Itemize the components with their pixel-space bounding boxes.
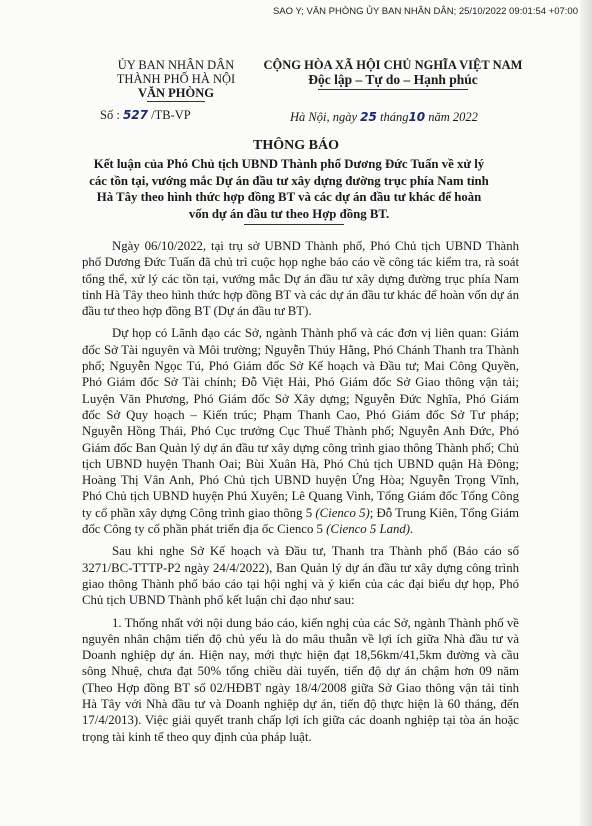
page-edge-shadow <box>580 0 592 826</box>
motto-line-2: Độc lập – Tự do – Hạnh phúc <box>308 72 478 87</box>
attendees-cienco5: (Cienco 5) <box>315 505 370 520</box>
issuer-header <box>98 58 254 102</box>
document-number-handwritten: 527 <box>122 108 148 122</box>
date-month-label: tháng <box>379 110 409 124</box>
document-number <box>100 108 191 123</box>
issuer-line-2: THÀNH PHỐ HÀ NỘI <box>116 72 236 86</box>
document-number-suffix: /TB-VP <box>151 108 191 122</box>
attendees-text: Dự họp có Lãnh đạo các Sở, ngành Thành phố và các đơn vị liên quan: Giám đốc Sở Tài nguyên và Môi trường; Nguyễn Thúy Hằng, Phó Chánh Thanh tra Thành phố; Nguyễn Ngọc Tú, Phó Giám đốc Sở Kế hoạch và Đầu tư; Mai Công Quyền, Phó Giám đốc Sở Tài chính; Đỗ Việt Hải, Phó Giám đốc Sở Giao thông vận tải; Luyện Văn Phương, Phó Giám đốc Sở Xây dựng; Nguyễn Đức Nghĩa, Phó Giám đốc Sở Quy hoạch – Kiến trúc; Phạm Thanh Cao, Phó Giám đốc Sở Tư pháp; Nguyễn Hồng Thái, Phó Cục trưởng Cục Thuế Thành phố; Nguyễn Anh Đức, Phó Giám đốc Ban Quản lý dự án đầu tư xây dựng công trình giao thông Thành phố; Chủ tịch UBND huyện Thanh Oai; Bùi Xuân Hà, Phó Chủ tịch UBND quận Hà Đông; Hoàng Thị Vân Anh, Phó Chủ tịch UBND huyện Ứng Hòa; Nguyễn Trọng Vĩnh, Phó Chủ tịch UBND huyện Phú Xuyên; Lê Quang Vinh, Tổng Giám đốc Tổng Công ty cổ phần xây dựng Công trình giao thông 5 <box>82 326 519 520</box>
document-subtitle: Kết luận của Phó Chủ tịch UBND Thành phố Dương Đức Tuấn về xử lý các tồn tại, vướng mắc Dự án đầu tư xây dựng đường trục phía Nam tỉnh Hà Tây theo hình thức hợp đồng BT và các dự án đầu tư khác để hoàn vốn dự án đầu tư theo Hợp đồng BT. <box>89 157 489 221</box>
date-day-handwritten: 25 <box>360 110 377 124</box>
national-motto <box>262 58 524 90</box>
attendees-cienco5-land: (Cienco 5 Land) <box>326 522 411 537</box>
date-month-handwritten: 10 <box>408 110 426 124</box>
paragraph-meeting-intro: Ngày 06/10/2022, tại trụ sở UBND Thành phố, Phó Chủ tịch UBND Thành phố Dương Đức Tuấn đã chủ trì cuộc họp nghe báo cáo về công tác kiểm tra, rà soát tổng thể, xử lý các tồn tại, vướng mắc Dự án đầu tư xây dựng đường trục phía Nam tỉnh Hà Tây theo hình thức hợp đồng BT và các dự án đầu tư khác để hoàn vốn dự án đầu tư theo hợp đồng BT (Dự án đầu tư BT). <box>82 239 519 319</box>
date-prefix: Hà Nội, ngày <box>290 110 358 124</box>
subtitle-underline <box>244 224 344 225</box>
document-number-label: Số : <box>100 108 120 122</box>
attendees-end: . <box>410 522 414 537</box>
paragraph-attendees <box>82 325 519 537</box>
paragraph-conclusion-1: 1. Thống nhất với nội dung báo cáo, kiến nghị của các Sở, ngành Thành phố về nguyên nhân chậm tiến độ chủ yếu là do mâu thuẫn về lợi ích giữa Nhà đầu tư và Doanh nghiệp dự án. Hiện nay, mới thực hiện đạt 18,56km/41,5km đường và cầu sông Nhuệ, chưa đạt 50% tổng chiều dài tuyến, tiến độ dự án chậm hơn 09 năm (Theo Hợp đồng BT số 02/HĐBT ngày 18/4/2008 giữa Sở Giao thông vận tải tỉnh Hà Tây với Nhà đầu tư và Doanh nghiệp dự án, tiến độ thực hiện là 60 tháng, đến 17/4/2013). Việc giải quyết tranh chấp lợi ích giữa các doanh nghiệp tại tòa án hoặc trọng tài kinh tế theo quy định của pháp luật. <box>82 615 519 744</box>
paragraph-conclusion-intro: Sau khi nghe Sở Kế hoạch và Đầu tư, Thanh tra Thành phố (Báo cáo số 3271/BC-TTTP-P2 ngày 24/4/2022), Ban Quản lý dự án đầu tư xây dựng công trình giao thông Thành phố báo cáo tại hội nghị và ý kiến của các đại biểu dự họp, Phó Chủ tịch UBND Thành phố kết luận chỉ đạo như sau: <box>82 544 519 608</box>
motto-line-1: CỘNG HÒA XÃ HỘI CHỦ NGHĨA VIỆT NAM <box>263 58 523 72</box>
issuer-line-1: ỦY BAN NHÂN DÂN <box>117 58 235 72</box>
issuer-line-3: VĂN PHÒNG <box>137 86 215 100</box>
issue-date <box>290 110 478 125</box>
date-year: năm 2022 <box>428 110 478 124</box>
issuer-underline <box>147 101 205 102</box>
attendees-text-2: ; Đỗ Trung Kiên, Tổng Giám đốc Công ty cổ phần phát triển địa ốc Cienco 5 <box>82 505 519 537</box>
digital-copy-stamp: SAO Y; VĂN PHÒNG ỦY BAN NHÂN DÂN; 25/10/2022 09:01:54 +07:00 <box>272 6 578 17</box>
document-body <box>82 238 519 745</box>
motto-underline <box>318 89 468 90</box>
document-title: THÔNG BÁO <box>253 138 339 153</box>
